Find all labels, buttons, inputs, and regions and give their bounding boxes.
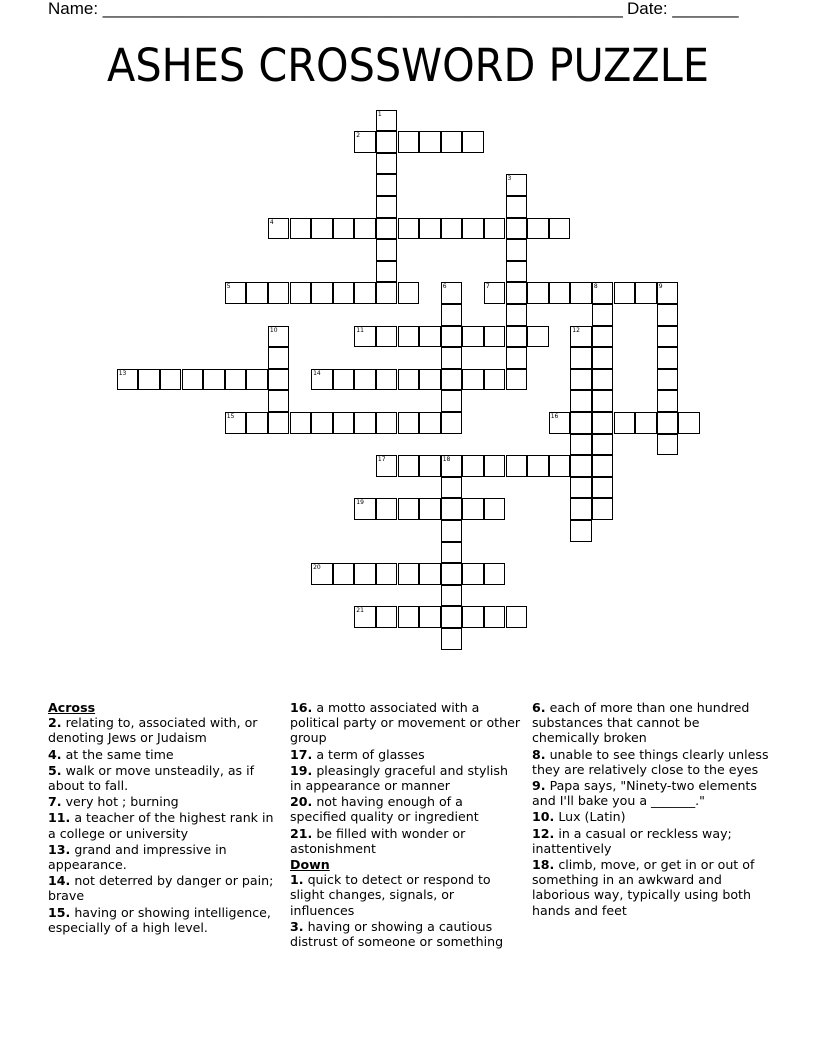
clue-text: in a casual or reckless way; inattentively xyxy=(532,825,732,856)
crossword-cell[interactable] xyxy=(290,412,312,434)
crossword-cell[interactable] xyxy=(311,563,333,585)
clue-number: 5. xyxy=(48,762,62,778)
crossword-cell[interactable] xyxy=(419,412,441,434)
crossword-cell[interactable] xyxy=(268,326,290,348)
crossword-cell[interactable] xyxy=(657,326,679,348)
down-clue xyxy=(532,809,770,824)
clue-text: each of more than one hundred substances that cannot be chemically broken xyxy=(532,700,750,746)
crossword-cell[interactable] xyxy=(592,434,614,456)
cell-number: 18 xyxy=(442,456,451,464)
crossword-cell[interactable] xyxy=(398,606,420,628)
crossword-cell[interactable] xyxy=(506,304,528,326)
crossword-cell[interactable] xyxy=(376,326,398,348)
across-clue xyxy=(48,794,276,809)
crossword-cell[interactable] xyxy=(290,218,312,240)
crossword-cell[interactable] xyxy=(311,412,333,434)
cell-number: 13 xyxy=(118,369,127,377)
crossword-cell[interactable] xyxy=(354,563,376,585)
crossword-cell[interactable] xyxy=(268,390,290,412)
cell-number: 8 xyxy=(593,283,598,291)
crossword-cell[interactable] xyxy=(657,282,679,304)
crossword-cell[interactable] xyxy=(333,218,355,240)
crossword-cell[interactable] xyxy=(441,390,463,412)
crossword-cell[interactable] xyxy=(506,455,528,477)
crossword-cell[interactable] xyxy=(441,542,463,564)
crossword-cell[interactable] xyxy=(376,110,398,132)
down-clue xyxy=(290,919,520,949)
clue-number: 4. xyxy=(48,746,62,762)
across-clue xyxy=(48,905,276,935)
clue-text: Lux (Latin) xyxy=(554,809,626,825)
crossword-cell[interactable] xyxy=(506,174,528,196)
crossword-cell[interactable] xyxy=(657,434,679,456)
page-title: ASHES CROSSWORD PUZZLE xyxy=(107,39,709,92)
crossword-cell[interactable] xyxy=(462,606,484,628)
crossword-cell[interactable] xyxy=(484,326,506,348)
crossword-cell[interactable] xyxy=(678,412,700,434)
crossword-cell[interactable] xyxy=(506,369,528,391)
crossword-cell[interactable] xyxy=(311,282,333,304)
across-clue xyxy=(290,700,520,746)
across-clue xyxy=(290,826,520,856)
crossword-cell[interactable] xyxy=(246,282,268,304)
crossword-cell[interactable] xyxy=(462,498,484,520)
cell-number: 15 xyxy=(226,413,235,420)
across-clue xyxy=(290,794,520,824)
across-clue xyxy=(48,873,276,903)
crossword-cell[interactable] xyxy=(419,606,441,628)
crossword-cell[interactable] xyxy=(570,347,592,369)
clue-number: 1. xyxy=(290,872,304,888)
clue-text: pleasingly graceful and stylish in appearance or manner xyxy=(290,762,508,794)
clue-number: 10. xyxy=(532,809,555,825)
clue-number: 2. xyxy=(48,715,62,731)
clue-number: 20. xyxy=(290,794,313,810)
crossword-cell[interactable] xyxy=(246,369,268,391)
clue-text: not deterred by danger or pain; brave xyxy=(48,873,274,904)
crossword-cell[interactable] xyxy=(570,282,592,304)
down-heading: Down xyxy=(290,857,330,873)
crossword-cell[interactable] xyxy=(376,239,398,261)
crossword-cell[interactable] xyxy=(484,606,506,628)
crossword-cell[interactable] xyxy=(462,326,484,348)
crossword-cell[interactable] xyxy=(657,369,679,391)
clue-text: having or showing intelligence, especially of a high level. xyxy=(48,904,271,935)
cell-number: 12 xyxy=(572,326,580,334)
clue-number: 9. xyxy=(532,778,546,794)
crossword-cell[interactable] xyxy=(592,326,614,348)
name-field[interactable]: Name: _______________________________________________________ xyxy=(48,0,623,18)
crossword-cell[interactable] xyxy=(354,218,376,240)
clue-number: 21. xyxy=(290,825,313,841)
crossword-cell[interactable] xyxy=(441,369,463,391)
crossword-cell[interactable] xyxy=(441,131,463,153)
clue-number: 8. xyxy=(532,746,546,762)
crossword-cell[interactable] xyxy=(570,520,592,542)
cell-number: 21 xyxy=(356,607,364,615)
cell-number: 7 xyxy=(485,283,490,291)
crossword-cell[interactable] xyxy=(376,563,398,585)
crossword-cell[interactable] xyxy=(527,282,549,304)
crossword-cell[interactable] xyxy=(160,369,182,391)
down-clue-list-continued xyxy=(532,700,770,918)
crossword-cell[interactable] xyxy=(592,477,614,499)
across-heading: Across xyxy=(48,700,96,715)
crossword-cell[interactable] xyxy=(506,347,528,369)
crossword-cell[interactable] xyxy=(570,498,592,520)
crossword-cell[interactable] xyxy=(419,563,441,585)
date-field[interactable]: Date: _______ xyxy=(627,0,739,18)
cell-number: 14 xyxy=(313,369,321,377)
crossword-cell[interactable] xyxy=(225,412,247,434)
crossword-cell[interactable] xyxy=(657,347,679,369)
crossword-cell[interactable] xyxy=(657,390,679,412)
crossword-cell[interactable] xyxy=(570,455,592,477)
across-clue xyxy=(48,763,276,793)
crossword-cell[interactable] xyxy=(376,261,398,283)
crossword-cell[interactable] xyxy=(462,455,484,477)
clue-number: 13. xyxy=(48,841,71,857)
clue-number: 11. xyxy=(48,810,71,826)
cell-number: 10 xyxy=(269,326,278,334)
crossword-cell[interactable] xyxy=(268,369,290,391)
across-clue xyxy=(48,715,276,745)
across-clue-list-continued xyxy=(290,700,520,856)
clue-text: Papa says, "Ninety-two elements and I'll bake you a _______." xyxy=(532,778,757,809)
down-clue xyxy=(532,826,770,856)
crossword-cell[interactable] xyxy=(441,347,463,369)
crossword-cell[interactable] xyxy=(441,628,463,650)
crossword-cell[interactable] xyxy=(311,218,333,240)
crossword-cell[interactable] xyxy=(614,282,636,304)
clue-number: 19. xyxy=(290,762,313,778)
crossword-cell[interactable] xyxy=(484,455,506,477)
across-clue xyxy=(290,763,520,793)
across-clue-list xyxy=(48,715,276,935)
crossword-cell[interactable] xyxy=(441,412,463,434)
crossword-cell[interactable] xyxy=(592,369,614,391)
cell-number: 5 xyxy=(226,283,231,291)
cell-number: 1 xyxy=(377,110,382,118)
crossword-cell[interactable] xyxy=(592,304,614,326)
cell-number: 17 xyxy=(377,456,386,464)
down-clue-list xyxy=(290,872,520,949)
crossword-cell[interactable] xyxy=(592,347,614,369)
crossword-cell[interactable] xyxy=(506,196,528,218)
crossword-cell[interactable] xyxy=(484,563,506,585)
crossword-cell[interactable] xyxy=(268,412,290,434)
clue-text: very hot ; burning xyxy=(61,794,179,810)
crossword-cell[interactable] xyxy=(549,412,571,434)
crossword-cell[interactable] xyxy=(570,390,592,412)
crossword-cell[interactable] xyxy=(225,282,247,304)
clue-text: relating to, associated with, or denoting Jews or Judaism xyxy=(48,715,258,746)
cell-number: 3 xyxy=(507,175,512,183)
crossword-cell[interactable] xyxy=(441,326,463,348)
crossword-cell[interactable] xyxy=(614,412,636,434)
crossword-cell[interactable] xyxy=(441,282,463,304)
crossword-cell[interactable] xyxy=(441,606,463,628)
down-clue xyxy=(532,778,770,808)
clue-number: 18. xyxy=(532,857,555,873)
crossword-cell[interactable] xyxy=(592,390,614,412)
cell-number: 20 xyxy=(313,564,321,572)
crossword-cell[interactable] xyxy=(506,261,528,283)
clue-number: 6. xyxy=(532,700,546,715)
crossword-cell[interactable] xyxy=(354,369,376,391)
across-clue xyxy=(290,747,520,762)
crossword-cell[interactable] xyxy=(376,196,398,218)
across-clue xyxy=(48,747,276,762)
crossword-cell[interactable] xyxy=(506,218,528,240)
crossword-cell[interactable] xyxy=(398,455,420,477)
crossword-cell[interactable] xyxy=(549,218,571,240)
clue-text: be filled with wonder or astonishment xyxy=(290,825,466,856)
crossword-cell[interactable] xyxy=(484,498,506,520)
crossword-cell[interactable] xyxy=(419,498,441,520)
crossword-cell[interactable] xyxy=(398,369,420,391)
down-clue xyxy=(532,747,770,777)
cell-number: 11 xyxy=(356,326,364,334)
clue-text: unable to see things clearly unless they are relatively close to the eyes xyxy=(532,746,769,777)
crossword-cell[interactable] xyxy=(290,282,312,304)
cell-number: 6 xyxy=(442,283,447,291)
clue-text: climb, move, or get in or out of something in an awkward and laborious way, typically using both hands and feet xyxy=(532,857,755,918)
clue-text: a teacher of the highest rank in a college or university xyxy=(48,810,274,841)
crossword-cell[interactable] xyxy=(419,218,441,240)
crossword-cell[interactable] xyxy=(441,455,463,477)
crossword-cell[interactable] xyxy=(657,412,679,434)
crossword-cell[interactable] xyxy=(398,498,420,520)
crossword-cell[interactable] xyxy=(549,455,571,477)
crossword-cell[interactable] xyxy=(462,131,484,153)
crossword-cell[interactable] xyxy=(376,412,398,434)
clue-number: 3. xyxy=(290,918,304,934)
crossword-cell[interactable] xyxy=(354,606,376,628)
crossword-cell[interactable] xyxy=(484,218,506,240)
crossword-cell[interactable] xyxy=(376,218,398,240)
crossword-cell[interactable] xyxy=(376,174,398,196)
clue-text: a motto associated with a political party or movement or other group xyxy=(290,700,520,746)
crossword-cell[interactable] xyxy=(570,477,592,499)
crossword-cell[interactable] xyxy=(441,218,463,240)
crossword-cell[interactable] xyxy=(419,326,441,348)
crossword-cell[interactable] xyxy=(462,369,484,391)
crossword-cell[interactable] xyxy=(376,369,398,391)
crossword-cell[interactable] xyxy=(441,304,463,326)
crossword-cell[interactable] xyxy=(376,455,398,477)
crossword-cell[interactable] xyxy=(268,347,290,369)
clue-text: having or showing a cautious distrust of someone or something xyxy=(290,918,504,950)
crossword-cell[interactable] xyxy=(138,369,160,391)
cell-number: 9 xyxy=(658,283,663,291)
crossword-cell[interactable] xyxy=(333,563,355,585)
crossword-cell[interactable] xyxy=(592,498,614,520)
crossword-cell[interactable] xyxy=(203,369,225,391)
crossword-cell[interactable] xyxy=(592,412,614,434)
crossword-cell[interactable] xyxy=(441,498,463,520)
crossword-cell[interactable] xyxy=(527,218,549,240)
crossword-cell[interactable] xyxy=(657,304,679,326)
clue-number: 16. xyxy=(290,700,313,715)
crossword-cell[interactable] xyxy=(484,369,506,391)
crossword-cell[interactable] xyxy=(398,412,420,434)
across-clue xyxy=(48,842,276,872)
crossword-cell[interactable] xyxy=(570,412,592,434)
crossword-cell[interactable] xyxy=(506,282,528,304)
crossword-cell[interactable] xyxy=(333,412,355,434)
clue-number: 17. xyxy=(290,746,313,762)
crossword-cell[interactable] xyxy=(376,606,398,628)
cell-number: 4 xyxy=(269,218,274,226)
crossword-cell[interactable] xyxy=(311,369,333,391)
clue-number: 15. xyxy=(48,904,71,920)
across-clue xyxy=(48,810,276,840)
crossword-cell[interactable] xyxy=(441,563,463,585)
crossword-cell[interactable] xyxy=(592,455,614,477)
clue-text: quick to detect or respond to slight changes, signals, or influences xyxy=(290,872,491,918)
clue-text: walk or move unsteadily, as if about to fall. xyxy=(48,762,255,794)
clue-number: 12. xyxy=(532,825,555,841)
crossword-cell[interactable] xyxy=(246,412,268,434)
clue-column-2 xyxy=(290,700,520,950)
crossword-cell[interactable] xyxy=(506,239,528,261)
clue-column-1 xyxy=(48,700,276,936)
crossword-cell[interactable] xyxy=(462,218,484,240)
crossword-cell[interactable] xyxy=(506,326,528,348)
crossword-cell[interactable] xyxy=(419,455,441,477)
crossword-cell[interactable] xyxy=(333,282,355,304)
down-clue xyxy=(290,872,520,918)
crossword-cell[interactable] xyxy=(570,434,592,456)
crossword-cell[interactable] xyxy=(376,282,398,304)
crossword-cell[interactable] xyxy=(354,412,376,434)
crossword-cell[interactable] xyxy=(419,131,441,153)
crossword-cell[interactable] xyxy=(354,326,376,348)
crossword-cell[interactable] xyxy=(225,369,247,391)
clue-number: 7. xyxy=(48,794,62,810)
crossword-cell[interactable] xyxy=(462,563,484,585)
crossword-cell[interactable] xyxy=(441,520,463,542)
crossword-cell[interactable] xyxy=(333,369,355,391)
down-clue xyxy=(532,857,770,918)
crossword-cell[interactable] xyxy=(268,218,290,240)
crossword-cell[interactable] xyxy=(527,326,549,348)
crossword-cell[interactable] xyxy=(117,369,139,391)
cell-number: 19 xyxy=(356,499,364,507)
down-clue xyxy=(532,700,770,746)
crossword-cell[interactable] xyxy=(441,585,463,607)
crossword-cell[interactable] xyxy=(419,369,441,391)
crossword-cell[interactable] xyxy=(592,282,614,304)
clue-text: at the same time xyxy=(61,746,174,762)
crossword-cell[interactable] xyxy=(635,282,657,304)
cell-number: 16 xyxy=(550,413,559,420)
crossword-cell[interactable] xyxy=(354,282,376,304)
crossword-cell[interactable] xyxy=(354,131,376,153)
crossword-cell[interactable] xyxy=(398,563,420,585)
clue-text: a term of glasses xyxy=(312,746,425,762)
clue-number: 14. xyxy=(48,873,71,889)
crossword-cell[interactable] xyxy=(398,218,420,240)
crossword-cell[interactable] xyxy=(182,369,204,391)
crossword-cell[interactable] xyxy=(441,477,463,499)
crossword-cell[interactable] xyxy=(570,326,592,348)
crossword-cell[interactable] xyxy=(354,498,376,520)
crossword-cell[interactable] xyxy=(398,282,420,304)
crossword-cell[interactable] xyxy=(376,131,398,153)
crossword-cell[interactable] xyxy=(398,131,420,153)
crossword-cell[interactable] xyxy=(376,153,398,175)
crossword-cell[interactable] xyxy=(376,498,398,520)
crossword-cell[interactable] xyxy=(398,326,420,348)
crossword-cell[interactable] xyxy=(268,282,290,304)
cell-number: 2 xyxy=(356,132,361,140)
crossword-cell[interactable] xyxy=(506,606,528,628)
clue-column-3 xyxy=(532,700,770,919)
crossword-cell[interactable] xyxy=(635,412,657,434)
crossword-cell[interactable] xyxy=(549,282,571,304)
clue-text: not having enough of a specified quality or ingredient xyxy=(290,794,479,825)
crossword-cell[interactable] xyxy=(527,455,549,477)
clue-text: grand and impressive in appearance. xyxy=(48,841,227,873)
crossword-cell[interactable] xyxy=(484,282,506,304)
crossword-cell[interactable] xyxy=(570,369,592,391)
